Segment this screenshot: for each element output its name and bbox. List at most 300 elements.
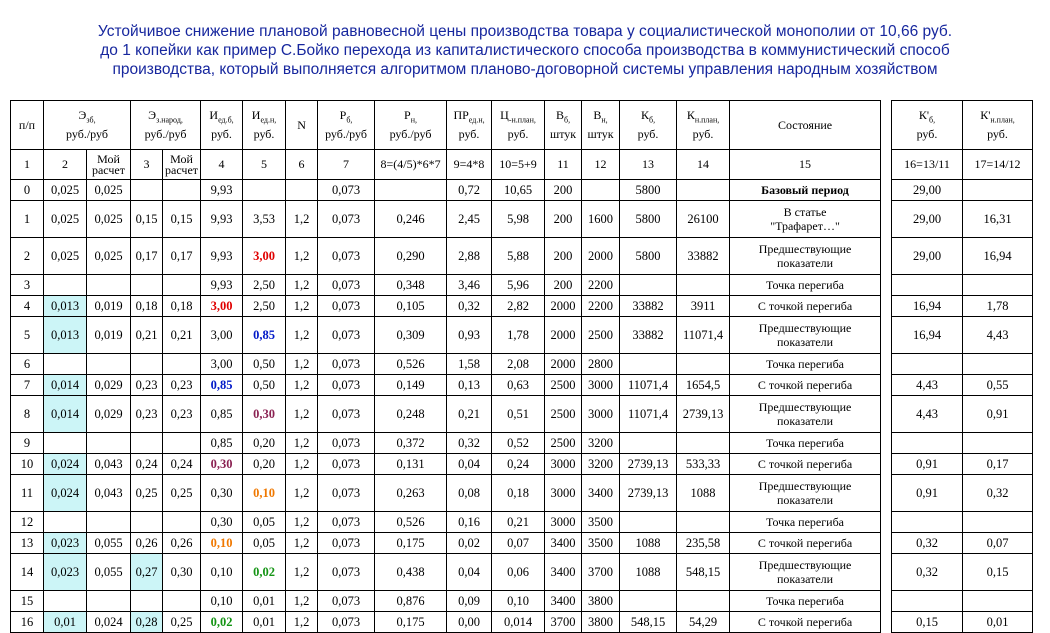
state-line-2: показатели <box>776 414 834 428</box>
cell-n: 1,2 <box>286 238 318 275</box>
cell-e1 <box>44 591 87 612</box>
state-line-1: Предшествующие <box>758 321 852 335</box>
header-row <box>11 101 881 150</box>
cell-pp: 3 <box>11 275 44 296</box>
cell-e2b: 0,15 <box>163 201 201 238</box>
cell-kb: 1088 <box>620 554 677 591</box>
cell-e1b <box>87 512 131 533</box>
cell-in: 0,50 <box>243 354 286 375</box>
cell-n: 1,2 <box>286 201 318 238</box>
cell-e2 <box>131 591 163 612</box>
cell-pb: 0,073 <box>318 554 375 591</box>
table-row <box>11 375 881 396</box>
cell-pp: 7 <box>11 375 44 396</box>
cell-ib: 0,02 <box>201 612 243 633</box>
k-table-row <box>892 433 1033 454</box>
cell-state <box>730 275 881 296</box>
cell-pr: 1,58 <box>447 354 492 375</box>
cell-in: 3,00 <box>243 238 286 275</box>
cell-vn <box>582 180 620 201</box>
cell-e1 <box>44 433 87 454</box>
cell-c: 5,98 <box>492 201 545 238</box>
colnum-15: 15 <box>730 150 881 180</box>
colnum-10: 10=5+9 <box>492 150 545 180</box>
cell-pr: 0,09 <box>447 591 492 612</box>
cell-c: 0,10 <box>492 591 545 612</box>
cell-kn <box>677 180 730 201</box>
cell-pb: 0,073 <box>318 275 375 296</box>
cell-e2b <box>163 180 201 201</box>
cell-kn: 33882 <box>677 238 730 275</box>
cell-in: 0,05 <box>243 512 286 533</box>
colnum-17: 17=14/12 <box>963 150 1033 180</box>
cell-e2 <box>131 275 163 296</box>
cell-n: 1,2 <box>286 396 318 433</box>
cell-c: 5,88 <box>492 238 545 275</box>
cell-in: 0,30 <box>243 396 286 433</box>
cell-kpb: 4,43 <box>892 375 963 396</box>
cell-vn: 2200 <box>582 296 620 317</box>
cell-vb: 2500 <box>545 433 582 454</box>
cell-kpb: 0,91 <box>892 475 963 512</box>
cell-kpn: 0,32 <box>963 475 1033 512</box>
cell-pn: 0,372 <box>375 433 447 454</box>
cell-state <box>730 554 881 591</box>
cell-pn: 0,246 <box>375 201 447 238</box>
cell-kpn: 0,17 <box>963 454 1033 475</box>
cell-pp: 1 <box>11 201 44 238</box>
colnum-2: 2 <box>44 150 87 180</box>
cell-n: 1,2 <box>286 591 318 612</box>
cell-kpn: 0,01 <box>963 612 1033 633</box>
cell-kn: 548,15 <box>677 554 730 591</box>
cell-e2b: 0,24 <box>163 454 201 475</box>
cell-kb <box>620 354 677 375</box>
cell-kn <box>677 591 730 612</box>
cell-kn: 1088 <box>677 475 730 512</box>
cell-pn: 0,348 <box>375 275 447 296</box>
cell-c: 0,21 <box>492 512 545 533</box>
cell-pr: 0,93 <box>447 317 492 354</box>
cell-kpn: 0,55 <box>963 375 1033 396</box>
cell-pn <box>375 180 447 201</box>
cell-vn: 3700 <box>582 554 620 591</box>
cell-kpb <box>892 512 963 533</box>
cell-e2b: 0,23 <box>163 396 201 433</box>
cell-state <box>730 433 881 454</box>
cell-pb: 0,073 <box>318 512 375 533</box>
k-table-row <box>892 591 1033 612</box>
cell-c: 0,07 <box>492 533 545 554</box>
cell-pr: 0,04 <box>447 454 492 475</box>
title-line-2: до 1 копейки как пример С.Бойко перехода из капиталистического способа производства в коммунистический способ <box>100 42 950 59</box>
cell-kpn <box>963 512 1033 533</box>
k-table-row <box>892 612 1033 633</box>
cell-pp: 4 <box>11 296 44 317</box>
cell-kn: 533,33 <box>677 454 730 475</box>
cell-pb: 0,073 <box>318 180 375 201</box>
colnum-2-my-calc: Мой расчет <box>87 150 131 180</box>
cell-c: 0,014 <box>492 612 545 633</box>
cell-e2: 0,23 <box>131 396 163 433</box>
cell-vn: 3400 <box>582 475 620 512</box>
cell-pr: 0,16 <box>447 512 492 533</box>
cell-pr: 0,08 <box>447 475 492 512</box>
cell-n: 1,2 <box>286 475 318 512</box>
cell-in: 2,50 <box>243 296 286 317</box>
cell-e2b: 0,23 <box>163 375 201 396</box>
cell-e2: 0,23 <box>131 375 163 396</box>
colnum-4: 4 <box>201 150 243 180</box>
header-ib: $И_{ед.б,}$ руб. <box>201 101 243 150</box>
cell-e1b: 0,025 <box>87 238 131 275</box>
cell-e2: 0,26 <box>131 533 163 554</box>
cell-e2: 0,25 <box>131 475 163 512</box>
header-pp: п/п <box>11 101 44 150</box>
cell-kpb: 0,32 <box>892 554 963 591</box>
cell-c: 2,82 <box>492 296 545 317</box>
cell-kpb: 16,94 <box>892 317 963 354</box>
cell-state <box>730 512 881 533</box>
cell-pp: 12 <box>11 512 44 533</box>
table-row <box>11 454 881 475</box>
cell-ib: 3,00 <box>201 354 243 375</box>
cell-kpn: 4,43 <box>963 317 1033 354</box>
cell-kb: 11071,4 <box>620 375 677 396</box>
cell-kn: 11071,4 <box>677 317 730 354</box>
cell-vn: 3500 <box>582 512 620 533</box>
cell-pb: 0,073 <box>318 533 375 554</box>
state-line-1: С точкой перегиба <box>757 378 853 392</box>
cell-e2: 0,27 <box>131 554 163 591</box>
cell-pn: 0,131 <box>375 454 447 475</box>
cell-e1b <box>87 433 131 454</box>
cell-pr: 0,72 <box>447 180 492 201</box>
header-vn: $В_{н,}$ штук <box>582 101 620 150</box>
cell-vb: 200 <box>545 238 582 275</box>
cell-pr: 0,02 <box>447 533 492 554</box>
cell-pr: 0,13 <box>447 375 492 396</box>
cell-ib: 9,93 <box>201 238 243 275</box>
cell-pr: 3,46 <box>447 275 492 296</box>
cell-n: 1,2 <box>286 512 318 533</box>
colnum-14: 14 <box>677 150 730 180</box>
cell-ib: 0,85 <box>201 396 243 433</box>
cell-kn: 54,29 <box>677 612 730 633</box>
cell-pn: 0,438 <box>375 554 447 591</box>
cell-kpn: 0,91 <box>963 396 1033 433</box>
cell-e1: 0,01 <box>44 612 87 633</box>
cell-pb: 0,073 <box>318 354 375 375</box>
cell-in: 0,05 <box>243 533 286 554</box>
cell-vn: 2000 <box>582 238 620 275</box>
cell-e2b: 0,26 <box>163 533 201 554</box>
cell-e2 <box>131 512 163 533</box>
cell-c: 1,78 <box>492 317 545 354</box>
cell-ib: 0,85 <box>201 433 243 454</box>
cell-pn: 0,290 <box>375 238 447 275</box>
header-kn: $К_{н.план,}$ руб. <box>677 101 730 150</box>
column-number-row <box>11 150 881 180</box>
cell-pp: 10 <box>11 454 44 475</box>
table-row <box>11 591 881 612</box>
cell-kpn: 16,94 <box>963 238 1033 275</box>
cell-pp: 5 <box>11 317 44 354</box>
cell-kpn <box>963 354 1033 375</box>
cell-vn: 2800 <box>582 354 620 375</box>
header-c: $Ц_{-н.план,}$ руб. <box>492 101 545 150</box>
cell-kpn <box>963 275 1033 296</box>
cell-e2 <box>131 180 163 201</box>
header-kpb: $К'_{б,}$ руб. <box>892 101 963 150</box>
cell-pn: 0,876 <box>375 591 447 612</box>
cell-ib: 0,10 <box>201 533 243 554</box>
cell-kb <box>620 433 677 454</box>
cell-state <box>730 354 881 375</box>
k-table-row <box>892 180 1033 201</box>
state-line-1: В статье <box>783 205 827 219</box>
table-row <box>11 433 881 454</box>
cell-vb: 3000 <box>545 475 582 512</box>
cell-vb: 2000 <box>545 317 582 354</box>
cell-e2b <box>163 275 201 296</box>
cell-kn: 1654,5 <box>677 375 730 396</box>
cell-state <box>730 396 881 433</box>
cell-c: 10,65 <box>492 180 545 201</box>
cell-e2b: 0,25 <box>163 475 201 512</box>
cell-c: 2,08 <box>492 354 545 375</box>
table-row <box>11 612 881 633</box>
cell-in: 0,10 <box>243 475 286 512</box>
cell-in: 0,01 <box>243 591 286 612</box>
header-state: Состояние <box>730 101 881 150</box>
cell-in: 2,50 <box>243 275 286 296</box>
cell-kb: 5800 <box>620 180 677 201</box>
cell-ib: 3,00 <box>201 296 243 317</box>
cell-e1: 0,025 <box>44 201 87 238</box>
cell-pr: 0,21 <box>447 396 492 433</box>
cell-kpb: 29,00 <box>892 201 963 238</box>
cell-e1b: 0,029 <box>87 375 131 396</box>
cell-ib: 9,93 <box>201 180 243 201</box>
state-line-1: С точкой перегиба <box>757 536 853 550</box>
colnum-11: 11 <box>545 150 582 180</box>
cell-e1b: 0,043 <box>87 454 131 475</box>
cell-kpn: 1,78 <box>963 296 1033 317</box>
colnum-6: 6 <box>286 150 318 180</box>
cell-n: 1,2 <box>286 612 318 633</box>
cell-e1b: 0,043 <box>87 475 131 512</box>
cell-pb: 0,073 <box>318 591 375 612</box>
cell-kb: 1088 <box>620 533 677 554</box>
cell-c: 0,52 <box>492 433 545 454</box>
cell-e1b: 0,025 <box>87 180 131 201</box>
cell-kpn <box>963 433 1033 454</box>
cell-state <box>730 612 881 633</box>
cell-in: 0,85 <box>243 317 286 354</box>
cell-ib: 0,30 <box>201 475 243 512</box>
cell-pb: 0,073 <box>318 296 375 317</box>
cell-e2b: 0,18 <box>163 296 201 317</box>
k-table-row <box>892 533 1033 554</box>
cell-kpb <box>892 354 963 375</box>
cell-e1: 0,014 <box>44 396 87 433</box>
cell-ib: 0,85 <box>201 375 243 396</box>
cell-e1: 0,013 <box>44 296 87 317</box>
cell-vb: 3400 <box>545 533 582 554</box>
cell-kb <box>620 512 677 533</box>
cell-pb: 0,073 <box>318 375 375 396</box>
state-line-1: Базовый период <box>761 183 849 197</box>
table-row <box>11 275 881 296</box>
cell-state <box>730 475 881 512</box>
cell-ib: 3,00 <box>201 317 243 354</box>
cell-kpn <box>963 591 1033 612</box>
state-line-1: С точкой перегиба <box>757 457 853 471</box>
cell-e2b: 0,21 <box>163 317 201 354</box>
cell-pb: 0,073 <box>318 317 375 354</box>
cell-kb: 11071,4 <box>620 396 677 433</box>
colnum-5: 5 <box>243 150 286 180</box>
table-row <box>11 554 881 591</box>
cell-kb: 33882 <box>620 296 677 317</box>
colnum-1: 1 <box>11 150 44 180</box>
table-row <box>11 180 881 201</box>
cell-kn <box>677 512 730 533</box>
state-line-1: Точка перегиба <box>766 515 845 529</box>
cell-e2: 0,18 <box>131 296 163 317</box>
cell-e1: 0,014 <box>44 375 87 396</box>
cell-vb: 200 <box>545 275 582 296</box>
cell-c: 0,18 <box>492 475 545 512</box>
cell-in: 3,53 <box>243 201 286 238</box>
table-row <box>11 201 881 238</box>
colnum-3: 3 <box>131 150 163 180</box>
cell-vn: 3000 <box>582 396 620 433</box>
header-en: $Э_{з.народ,}$ руб./руб <box>131 101 201 150</box>
cell-n: 1,2 <box>286 275 318 296</box>
cell-e2b: 0,25 <box>163 612 201 633</box>
cell-e1b: 0,055 <box>87 533 131 554</box>
k-table-row <box>892 454 1033 475</box>
cell-e2b: 0,30 <box>163 554 201 591</box>
table-row <box>11 396 881 433</box>
cell-e1 <box>44 275 87 296</box>
state-line-1: Точка перегиба <box>766 357 845 371</box>
cell-c: 0,63 <box>492 375 545 396</box>
k-ratio-table <box>891 100 1033 633</box>
state-line-1: Предшествующие <box>758 400 852 414</box>
cell-e1: 0,023 <box>44 533 87 554</box>
state-line-2: показатели <box>776 256 834 270</box>
cell-pp: 6 <box>11 354 44 375</box>
cell-kn <box>677 433 730 454</box>
cell-e1: 0,025 <box>44 180 87 201</box>
cell-vn: 2500 <box>582 317 620 354</box>
cell-kn <box>677 354 730 375</box>
header-pb: $Р_{б,}$ руб./руб <box>318 101 375 150</box>
cell-pr: 0,00 <box>447 612 492 633</box>
cell-vn: 3200 <box>582 433 620 454</box>
cell-ib: 9,93 <box>201 275 243 296</box>
cell-e1b: 0,024 <box>87 612 131 633</box>
cell-n: 1,2 <box>286 554 318 591</box>
cell-in: 0,20 <box>243 433 286 454</box>
cell-e2 <box>131 354 163 375</box>
cell-pp: 8 <box>11 396 44 433</box>
cell-kb: 2739,13 <box>620 454 677 475</box>
cell-pn: 0,309 <box>375 317 447 354</box>
k-table-row <box>892 375 1033 396</box>
cell-e1b <box>87 354 131 375</box>
cell-n: 1,2 <box>286 354 318 375</box>
cell-pn: 0,175 <box>375 612 447 633</box>
cell-pb: 0,073 <box>318 238 375 275</box>
cell-ib: 0,10 <box>201 554 243 591</box>
cell-ib: 0,30 <box>201 454 243 475</box>
cell-pr: 0,32 <box>447 433 492 454</box>
cell-kn <box>677 275 730 296</box>
k-table-row <box>892 238 1033 275</box>
cell-vb: 2500 <box>545 396 582 433</box>
cell-pn: 0,526 <box>375 354 447 375</box>
cell-pp: 16 <box>11 612 44 633</box>
cell-kn: 26100 <box>677 201 730 238</box>
cell-vb: 2500 <box>545 375 582 396</box>
cell-kpb: 0,91 <box>892 454 963 475</box>
state-line-1: Точка перегиба <box>766 594 845 608</box>
cell-pp: 13 <box>11 533 44 554</box>
header-pn: $Р_{н,}$ руб./руб <box>375 101 447 150</box>
cell-pp: 9 <box>11 433 44 454</box>
cell-pr: 2,45 <box>447 201 492 238</box>
cell-n: 1,2 <box>286 317 318 354</box>
state-line-1: Точка перегиба <box>766 436 845 450</box>
state-line-1: Предшествующие <box>758 479 852 493</box>
cell-e2b <box>163 354 201 375</box>
cell-kn: 2739,13 <box>677 396 730 433</box>
cell-kpb <box>892 591 963 612</box>
cell-vb: 3700 <box>545 612 582 633</box>
title-line-1: Устойчивое снижение плановой равновесной цены производства товара у социалистической монополии от 10,66 руб. <box>97 23 953 40</box>
cell-state <box>730 533 881 554</box>
cell-state <box>730 317 881 354</box>
cell-pr: 2,88 <box>447 238 492 275</box>
cell-c: 0,06 <box>492 554 545 591</box>
header-eb: $Э_{зб,}$ руб./руб <box>44 101 131 150</box>
cell-n: 1,2 <box>286 533 318 554</box>
main-table <box>10 100 881 633</box>
colnum-7: 7 <box>318 150 375 180</box>
cell-ib: 9,93 <box>201 201 243 238</box>
cell-vb: 3400 <box>545 554 582 591</box>
cell-pn: 0,526 <box>375 512 447 533</box>
cell-vb: 2000 <box>545 354 582 375</box>
cell-e1b: 0,055 <box>87 554 131 591</box>
k-table-row <box>892 554 1033 591</box>
cell-vb: 3400 <box>545 591 582 612</box>
k-table-row <box>892 396 1033 433</box>
header-pr: $ПР_{ед.н,}$ руб. <box>447 101 492 150</box>
cell-e2: 0,15 <box>131 201 163 238</box>
cell-vn: 2200 <box>582 275 620 296</box>
cell-e1: 0,023 <box>44 554 87 591</box>
cell-kb: 2739,13 <box>620 475 677 512</box>
cell-kpb: 0,15 <box>892 612 963 633</box>
state-line-1: Предшествующие <box>758 558 852 572</box>
cell-e2b <box>163 433 201 454</box>
cell-e2: 0,28 <box>131 612 163 633</box>
